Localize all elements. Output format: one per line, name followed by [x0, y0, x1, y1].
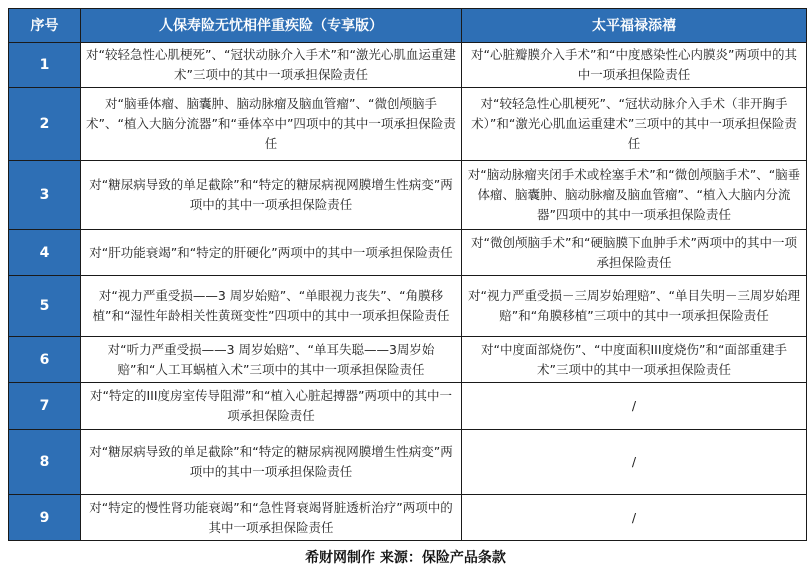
row-number: 3 — [9, 161, 81, 230]
row-number: 6 — [9, 337, 81, 383]
header-product-a: 人保寿险无忧相伴重疾险（专享版） — [81, 9, 462, 43]
product-b-cell: 对“较轻急性心肌梗死”、“冠状动脉介入手术（非开胸手术）”和“激光心肌血运重建术”三项中的其中一项承担保险责任 — [462, 88, 807, 161]
table-row — [9, 383, 807, 430]
product-a-cell: 对“糖尿病导致的单足截除”和“特定的糖尿病视网膜增生性病变”两项中的其中一项承担保险责任 — [81, 430, 462, 495]
source-footer: 希财网制作 来源：保险产品条款 — [305, 550, 506, 566]
product-a-cell: 对“脑垂体瘤、脑囊肿、脑动脉瘤及脑血管瘤”、“微创颅脑手术”、“植入大脑分流器”和“垂体卒中”四项中的其中一项承担保险责任 — [81, 88, 462, 161]
row-number: 2 — [9, 88, 81, 161]
row-number: 8 — [9, 430, 81, 495]
product-a-cell: 对“视力严重受损——3 周岁始赔”、“单眼视力丧失”、“角膜移植”和“湿性年龄相关性黄斑变性”四项中的其中一项承担保险责任 — [81, 276, 462, 337]
product-a-cell: 对“特定的III度房室传导阻滞”和“植入心脏起搏器”两项中的其中一项承担保险责任 — [81, 383, 462, 430]
table-row — [9, 88, 807, 161]
table-row — [9, 430, 807, 495]
row-number: 1 — [9, 43, 81, 88]
table-row — [9, 230, 807, 276]
table-row — [9, 276, 807, 337]
product-a-cell: 对“糖尿病导致的单足截除”和“特定的糖尿病视网膜增生性病变”两项中的其中一项承担保险责任 — [81, 161, 462, 230]
product-b-cell: 对“微创颅脑手术”和“硬脑膜下血肿手术”两项中的其中一项承担保险责任 — [462, 230, 807, 276]
comparison-table — [8, 8, 807, 541]
product-a-cell: 对“较轻急性心肌梗死”、“冠状动脉介入手术”和“激光心肌血运重建术”三项中的其中一项承担保险责任 — [81, 43, 462, 88]
product-a-cell: 对“听力严重受损——3 周岁始赔”、“单耳失聪——3周岁始赔”和“人工耳蜗植入术”三项中的其中一项承担保险责任 — [81, 337, 462, 383]
header-index: 序号 — [9, 9, 81, 43]
row-number: 4 — [9, 230, 81, 276]
product-a-cell: 对“特定的慢性肾功能衰竭”和“急性肾衰竭肾脏透析治疗”两项中的其中一项承担保险责任 — [81, 495, 462, 541]
product-b-cell: 对“视力严重受损－三周岁始理赔”、“单目失明－三周岁始理赔”和“角膜移植”三项中的其中一项承担保险责任 — [462, 276, 807, 337]
row-number: 5 — [9, 276, 81, 337]
product-b-cell: 对“心脏瓣膜介入手术”和“中度感染性心内膜炎”两项中的其中一项承担保险责任 — [462, 43, 807, 88]
product-a-cell: 对“肝功能衰竭”和“特定的肝硬化”两项中的其中一项承担保险责任 — [81, 230, 462, 276]
product-b-cell: 对“中度面部烧伤”、“中度面积III度烧伤”和“面部重建手术”三项中的其中一项承担保险责任 — [462, 337, 807, 383]
product-b-cell-empty: / — [462, 495, 807, 541]
product-b-cell-empty: / — [462, 383, 807, 430]
header-product-b: 太平福禄添禧 — [462, 9, 807, 43]
product-b-cell-empty: / — [462, 430, 807, 495]
table-row — [9, 495, 807, 541]
table-row — [9, 337, 807, 383]
row-number: 7 — [9, 383, 81, 430]
header-row — [9, 9, 807, 43]
product-b-cell: 对“脑动脉瘤夹闭手术或栓塞手术”和“微创颅脑手术”、“脑垂体瘤、脑囊肿、脑动脉瘤及脑血管瘤”、“植入大脑内分流器”四项中的其中一项承担保险责任 — [462, 161, 807, 230]
row-number: 9 — [9, 495, 81, 541]
table-row — [9, 43, 807, 88]
table-row — [9, 161, 807, 230]
